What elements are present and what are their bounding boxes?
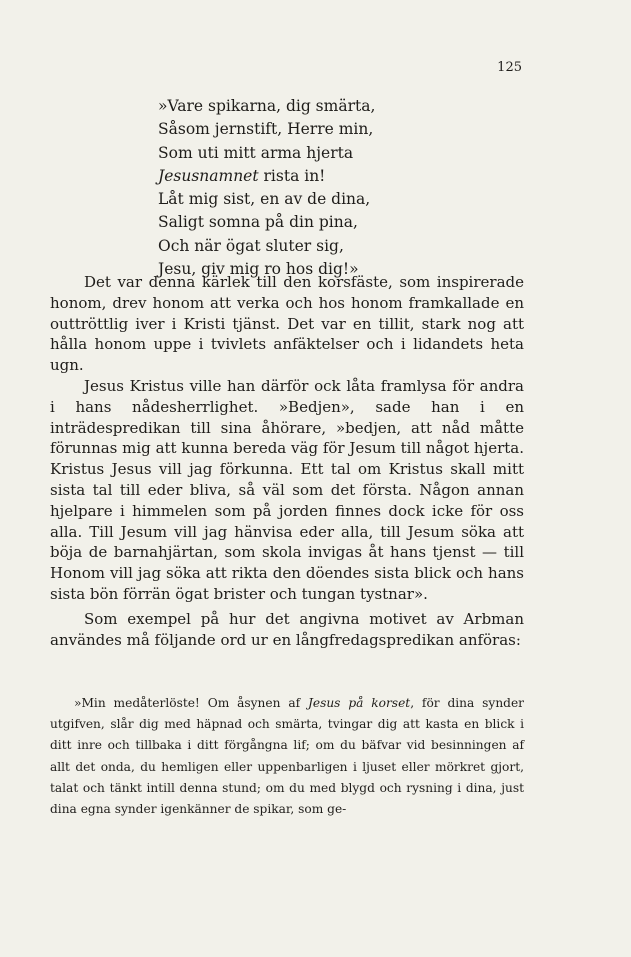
verse-line: Jesu, giv mig ro hos dig!» bbox=[158, 260, 359, 279]
body-text bbox=[50, 272, 524, 650]
hymn-verse bbox=[158, 95, 538, 281]
verse-line-rest: rista in! bbox=[258, 166, 326, 185]
verse-line: Som uti mitt arma hjerta bbox=[158, 143, 354, 162]
page-number: 125 bbox=[497, 60, 522, 75]
verse-italic-word: Jesusnamnet bbox=[158, 166, 259, 185]
verse-line bbox=[158, 165, 538, 188]
quote-text: , för dina synder utgifven, slår dig med häpnad och smärta, tvingar dig att kasta en blick i ditt inre och tillbaka i ditt förgångna lif; om du bäfvar vid besinningen af allt det onda, du hemligen eller uppenbarligen i ljuset eller mörkret gjort, talat och tänkt intill denna stund; om du med blygd och rysning i dina, just dina egna synder igenkänner de spikar, som ge- bbox=[50, 696, 525, 817]
verse-line: Låt mig sist, en av de dina, bbox=[158, 190, 371, 209]
sermon-quote bbox=[50, 693, 524, 820]
verse-line: »Vare spikarna, dig smärta, bbox=[158, 97, 376, 115]
verse-line: Saligt somna på din pina, bbox=[158, 213, 358, 232]
paragraph: Jesus Kristus ville han därför ock låta framlysa för andra i hans nådesherrlighet. »Bedjen», sade han i en inträdespredikan till sina åhörare, »bedjen, att nåd måtte förunnas mig att kunna bereda väg för Jesum till något hjerta. Kristus Jesus vill jag förkunna. Ett tal om Kristus skall mitt sista tal till eder bliva, så väl som det första. Någon annan hjelpare i himmelen som på jorden finnes dock icke för oss alla. Till Jesum vill jag hänvisa eder alla, till Jesum söka att böja de barnahjärtan, som skola invigas åt hans tjenst — till Honom vill jag söka att rikta den döendes sista blick och hans sista bön förrän ögat brister och tungan tystnar». bbox=[50, 376, 524, 603]
paragraph: Som exempel på hur det angivna motivet av Arbman användes må följande ord ur en långfredagspredikan anföras: bbox=[50, 609, 524, 649]
verse-line: Såsom jernstift, Herre min, bbox=[158, 120, 374, 139]
quote-italic: Jesus på korset bbox=[307, 696, 411, 710]
quote-text: »Min medåterlöste! Om åsynen af bbox=[74, 696, 308, 710]
paragraph: Det var denna kärlek till den korsfäste, som inspirerade honom, drev honom att verka och hos honom framkallade en outtröttlig iver i Kristi tjänst. Det var en tillit, stark nog att hålla honom uppe i tvivlets anfäktelser och i lidandets heta ugn. bbox=[50, 273, 524, 375]
verse-line: Och när ögat sluter sig, bbox=[158, 236, 344, 255]
